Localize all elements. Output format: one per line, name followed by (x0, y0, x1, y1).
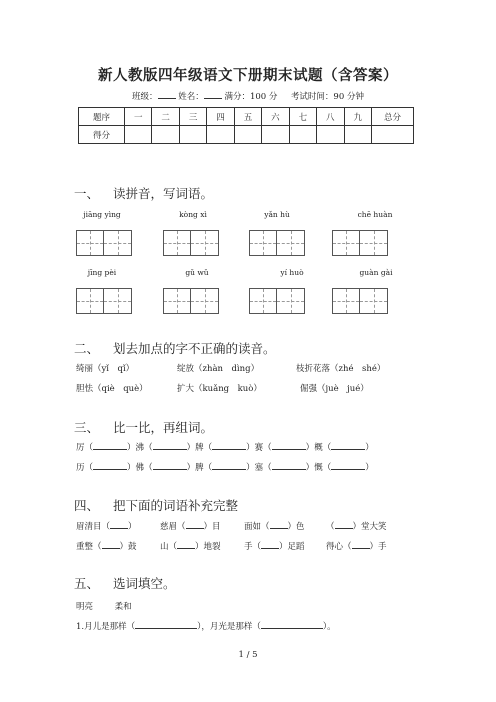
question-text: ），月光是那样（ (197, 622, 261, 632)
section-number: 一、 (74, 186, 100, 201)
compare-char: 沸 (135, 443, 145, 453)
score-cell[interactable] (125, 126, 152, 144)
compare-char: 慨 (314, 463, 323, 473)
score-header-cell: 题序 (79, 108, 125, 126)
exam-info (0, 90, 496, 102)
writing-grid (332, 288, 388, 314)
compare-char: 厉 (76, 443, 85, 453)
writing-cell[interactable] (163, 288, 191, 314)
score-header-cell: 二 (152, 108, 179, 126)
writing-cell[interactable] (360, 230, 388, 256)
exam-time: 考试时间：90 分钟 (290, 92, 364, 102)
score-cell[interactable] (262, 126, 289, 144)
word-choices (76, 600, 132, 612)
pinyin-label: yí huò (280, 268, 304, 277)
idiom-blank[interactable] (270, 520, 288, 529)
compare-char: 历 (76, 463, 85, 473)
writing-cell[interactable] (277, 288, 305, 314)
idiom-text: 重整（ (76, 542, 102, 552)
page-number: 1 / 5 (238, 650, 258, 660)
score-cell[interactable] (289, 126, 316, 144)
writing-cell[interactable] (76, 230, 104, 256)
writing-grid (163, 288, 219, 314)
section-number: 四、 (74, 498, 100, 513)
writing-grid (163, 230, 219, 256)
writing-cell[interactable] (277, 230, 305, 256)
idiom-text: 手（ (244, 542, 262, 552)
writing-cell[interactable] (163, 230, 191, 256)
section-title: 把下面的词语补充完整 (113, 498, 239, 513)
score-header-cell: 八 (317, 108, 344, 126)
pinyin-label: jiāng yìng (83, 210, 121, 219)
word-choice: 明亮 (76, 602, 94, 612)
pronunciation-item: 绮丽（yǐ qǐ） (76, 364, 135, 374)
compare-blank[interactable] (153, 441, 187, 450)
idiom-text: 眉清目（ (76, 522, 111, 532)
section-1-heading (74, 184, 213, 202)
idiom-text: ）堂大笑 (352, 522, 387, 532)
compare-char: 佛 (135, 463, 145, 473)
score-cell[interactable] (179, 126, 206, 144)
compare-blank[interactable] (331, 441, 365, 450)
pinyin-label: guàn gài (359, 268, 393, 277)
writing-cell[interactable] (332, 288, 360, 314)
score-header-cell: 七 (289, 108, 316, 126)
compare-blank[interactable] (331, 461, 365, 470)
idiom-item (244, 540, 305, 552)
score-header-cell: 三 (179, 108, 206, 126)
section-title: 划去加点的字不正确的读音。 (113, 341, 276, 356)
idiom-item (160, 540, 221, 552)
section-number: 三、 (74, 420, 100, 435)
compare-row-1: 厉（ ）沸（ ）牌（ ）赛（ ）概（ ） (76, 443, 374, 453)
writing-cell[interactable] (332, 230, 360, 256)
writing-grid (249, 288, 305, 314)
idiom-item (244, 520, 305, 532)
pinyin-label: jīng pèi (87, 268, 117, 277)
score-table (78, 107, 414, 144)
score-header-row (79, 108, 414, 126)
writing-cell[interactable] (249, 230, 277, 256)
writing-cell[interactable] (104, 288, 132, 314)
idiom-blank[interactable] (352, 540, 370, 549)
compare-char: 脾 (195, 463, 204, 473)
score-header-cell: 四 (207, 108, 234, 126)
writing-grid (332, 230, 388, 256)
section-number: 二、 (74, 341, 100, 356)
section-number: 五、 (74, 576, 100, 591)
score-cell[interactable] (207, 126, 234, 144)
score-row-label: 得分 (79, 126, 125, 144)
compare-row-2: 历（ ）佛（ ）脾（ ）塞（ ）慨（ ） (76, 463, 374, 473)
writing-cell[interactable] (104, 230, 132, 256)
idiom-text: 慈眉（ (160, 522, 186, 532)
compare-blank[interactable] (93, 461, 127, 470)
idiom-text: 面如（ (244, 522, 270, 532)
idiom-blank[interactable] (186, 520, 204, 529)
compare-char: 概 (314, 443, 323, 453)
score-header-cell: 一 (125, 108, 152, 126)
idiom-blank[interactable] (110, 520, 128, 529)
question-text: ）。 (322, 622, 336, 632)
idiom-text: ）足蹈 (279, 542, 305, 552)
compare-blank[interactable] (272, 461, 306, 470)
writing-cell[interactable] (191, 230, 219, 256)
writing-cell[interactable] (191, 288, 219, 314)
class-label: 班级： (132, 92, 158, 102)
idiom-text: 得心（ (326, 542, 352, 552)
full-score: 满分：100 分 (224, 92, 278, 102)
compare-blank[interactable] (272, 441, 306, 450)
compare-blank[interactable] (153, 461, 187, 470)
writing-cell[interactable] (249, 288, 277, 314)
idiom-text: ）鼓 (119, 542, 137, 552)
word-choice: 柔和 (114, 602, 132, 612)
idiom-text: 山（ (160, 542, 178, 552)
pinyin-label: kòng xì (179, 210, 207, 219)
idiom-blank[interactable] (335, 520, 353, 529)
idiom-item (326, 520, 387, 532)
pronunciation-item: 倔强（juè jué） (300, 384, 369, 394)
writing-cell[interactable] (360, 288, 388, 314)
score-cell[interactable] (234, 126, 261, 144)
pinyin-label: yǎn hù (264, 210, 290, 219)
compare-blank[interactable] (212, 441, 246, 450)
compare-blank[interactable] (93, 441, 127, 450)
compare-char: 塞 (254, 463, 264, 473)
idiom-item (326, 540, 387, 552)
class-blank[interactable] (158, 91, 176, 99)
writing-grid (76, 288, 132, 314)
idiom-blank[interactable] (261, 540, 279, 549)
idiom-text: ）地裂 (195, 542, 221, 552)
section-4-heading (74, 496, 238, 514)
fill-blank[interactable] (261, 620, 323, 629)
score-cell[interactable] (372, 126, 414, 144)
score-header-cell: 五 (234, 108, 261, 126)
question-text: 1.月儿是那样（ (76, 622, 136, 632)
writing-cell[interactable] (76, 288, 104, 314)
pronunciation-item: 绽放（zhàn dìng） (177, 364, 260, 374)
section-2-heading (74, 339, 276, 357)
score-header-cell: 总分 (372, 108, 414, 126)
score-cell[interactable] (317, 126, 344, 144)
score-cell[interactable] (152, 126, 179, 144)
score-cell[interactable] (344, 126, 372, 144)
section-5-heading (74, 574, 176, 592)
pinyin-label: gǔ wǔ (185, 268, 209, 277)
idiom-text: ） (128, 522, 137, 532)
fill-question-1 (76, 620, 336, 632)
idiom-text: （ (326, 522, 335, 532)
idiom-text: ）手 (369, 542, 387, 552)
idiom-item (160, 520, 221, 532)
section-title: 选词填空。 (113, 576, 176, 591)
section-title: 读拼音，写词语。 (113, 186, 214, 201)
pronunciation-item: 扩大（kuǎng kuò） (177, 384, 262, 394)
page-title: 新人教版四年级语文下册期末试题（含答案） (98, 68, 398, 84)
idiom-blank[interactable] (177, 540, 195, 549)
writing-grid (76, 230, 132, 256)
pinyin-label: chē huàn (357, 210, 393, 219)
score-header-cell: 六 (262, 108, 289, 126)
idiom-item (76, 520, 137, 532)
fill-blank[interactable] (135, 620, 197, 629)
section-title: 比一比，再组词。 (113, 420, 214, 435)
compare-blank[interactable] (212, 461, 246, 470)
score-header-cell: 九 (344, 108, 372, 126)
name-label: 姓名： (178, 92, 204, 102)
idiom-blank[interactable] (102, 540, 120, 549)
writing-grid (249, 230, 305, 256)
name-blank[interactable] (204, 91, 222, 99)
score-value-row (79, 126, 414, 144)
pronunciation-item: 枝折花落（zhé shé） (296, 364, 386, 374)
compare-char: 牌 (195, 443, 204, 453)
idiom-item (76, 540, 137, 552)
idiom-text: ）目 (203, 522, 221, 532)
pronunciation-item: 胆怯（qiè què） (76, 384, 148, 394)
idiom-text: ）色 (287, 522, 305, 532)
compare-char: 赛 (254, 443, 264, 453)
section-3-heading (74, 418, 213, 436)
